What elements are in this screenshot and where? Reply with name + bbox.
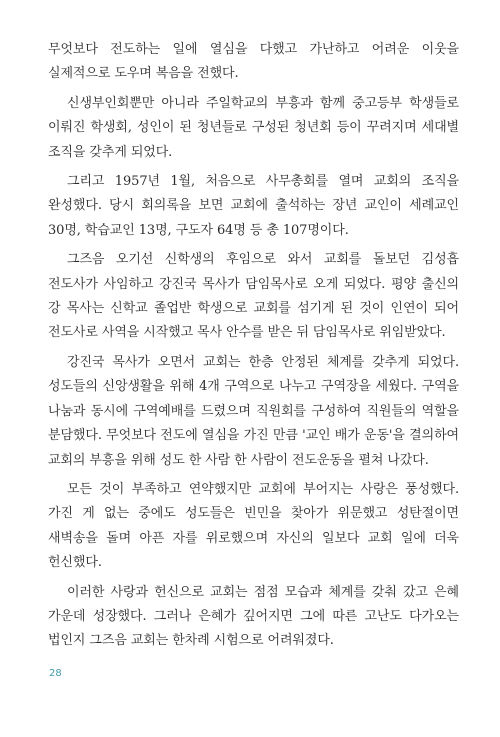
paragraph-2: 신생부인회뿐만 아니라 주일학교의 부흥과 함께 중고등부 학생들로 이뤄진 학생회, 성인이 된 청년들로 구성된 청년회 등이 꾸려지며 세대별 조직을 갖추게 되었다. bbox=[48, 95, 459, 160]
paragraph-1: 무엇보다 전도하는 일에 열심을 다했고 가난하고 어려운 이웃을 실제적으로 도우며 복음을 전했다. bbox=[48, 42, 459, 82]
paragraph-7: 이러한 사랑과 헌신으로 교회는 점점 모습과 체계를 갖춰 갔고 은혜 가운데 성장했다. 그러나 은혜가 깊어지면 그에 따른 고난도 다가오는 법인지 그즈음 교회는 한차례 시험으로 어려워졌다. bbox=[48, 584, 459, 649]
paragraph-6: 모든 것이 부족하고 연약했지만 교회에 부어지는 사랑은 풍성했다. 가진 게 없는 중에도 성도들은 빈민을 찾아가 위문했고 성탄절이면 새벽송을 돌며 아픈 자를 위로했으며 자신의 일보다 교회 일에 더욱 헌신했다. bbox=[48, 481, 459, 571]
body-text bbox=[48, 38, 459, 659]
page-number: 28 bbox=[49, 668, 62, 679]
paragraph-3: 그리고 1957년 1월, 처음으로 사무총회를 열며 교회의 조직을 완성했다. 당시 회의록을 보면 교회에 출석하는 장년 교인이 세례교인 30명, 학습교인 13명, 구도자 64명 등 총 107명이다. bbox=[48, 174, 459, 238]
paragraph-4: 그즈음 오기선 신학생의 후임으로 와서 교회를 돌보던 김성흡 전도사가 사임하고 강진국 목사가 담임목사로 오게 되었다. 평양 출신의 강 목사는 신학교 졸업반 학생으로 교회를 섬기게 된 것이 인연이 되어 전도사로 사역을 시작했고 목사 안수를 받은 뒤 담임목사로 위임받았다. bbox=[48, 252, 459, 341]
paragraph-5: 강진국 목사가 오면서 교회는 한층 안정된 체계를 갖추게 되었다. 성도들의 신앙생활을 위해 4개 구역으로 나누고 구역장을 세웠다. 구역을 나눔과 동시에 구역예배를 드렸으며 직원회를 구성하여 직원들의 역할을 분담했다. 무엇보다 전도에 열심을 가진 만큼 '교인 배가 운동'을 결의하여 교회의 부흥을 위해 성도 한 사람 한 사람이 전도운동을 펼쳐 나갔다. bbox=[48, 354, 459, 468]
